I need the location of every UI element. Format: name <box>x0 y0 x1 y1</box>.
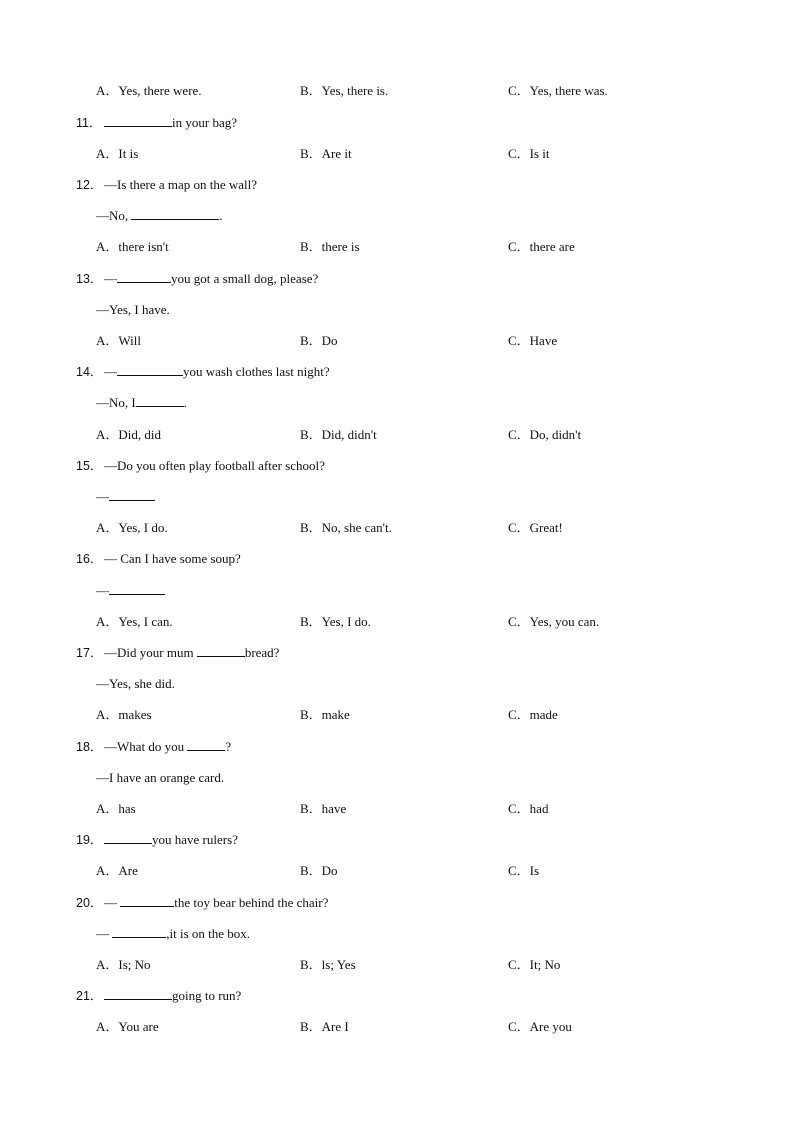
stem-pre: — <box>104 271 117 286</box>
q19-options <box>0 861 794 881</box>
option-c: C．Do, didn't <box>508 427 582 442</box>
stem-text: — Can I have some soup? <box>104 551 241 566</box>
stem-post: . <box>183 395 187 410</box>
option-c: C．Have <box>508 333 558 348</box>
answer-blank <box>109 582 165 595</box>
option-c: C．Is <box>508 863 540 878</box>
q20-options <box>0 955 794 975</box>
option-a: A．Are <box>96 863 138 878</box>
question-number: 11． <box>76 116 102 130</box>
option-b: B．Are I <box>300 1019 349 1034</box>
stem-pre: —No, <box>96 208 132 223</box>
stem-pre: — <box>96 926 113 941</box>
option-c: C．made <box>508 707 558 722</box>
stem-pre: — <box>96 583 109 598</box>
q16-stem <box>0 549 794 569</box>
q12-answer-line <box>0 206 794 226</box>
q21-stem <box>0 986 794 1006</box>
answer-blank <box>136 394 184 407</box>
stem-post: ? <box>225 739 232 754</box>
option-b: B．there is <box>300 239 360 254</box>
answer-blank <box>117 270 171 283</box>
option-a: A．Yes, there were. <box>96 83 202 98</box>
stem-pre: — <box>104 364 117 379</box>
q14-stem <box>0 362 794 382</box>
stem-post: you have rulers? <box>152 832 238 847</box>
q15-answer-line <box>0 487 794 507</box>
answer-blank <box>131 207 219 220</box>
option-b: B．Yes, I do. <box>300 614 371 629</box>
option-b: B．ls; Yes <box>300 957 356 972</box>
question-number: 15． <box>76 459 103 473</box>
option-c: C．had <box>508 801 549 816</box>
option-c: C．Are you <box>508 1019 572 1034</box>
option-b: B．No, she can't. <box>300 520 392 535</box>
stem-text: —Do you often play football after school? <box>104 458 325 473</box>
q15-stem <box>0 456 794 476</box>
stem-text: —Is there a map on the wall? <box>104 177 258 192</box>
option-a: A．Did, did <box>96 427 162 442</box>
option-a: A．You are <box>96 1019 159 1034</box>
answer-blank <box>120 894 174 907</box>
q10-options <box>0 81 794 101</box>
answer-blank <box>112 925 166 938</box>
option-b: B．have <box>300 801 347 816</box>
q13-options <box>0 331 794 351</box>
q20-answer-line <box>0 924 794 944</box>
stem-text: —Yes, she did. <box>96 676 175 691</box>
question-number: 13． <box>76 272 103 286</box>
question-number: 20． <box>76 896 103 910</box>
question-number: 19． <box>76 833 103 847</box>
question-number: 14． <box>76 365 103 379</box>
q17-stem <box>0 643 794 663</box>
stem-text: —I have an orange card. <box>96 770 225 785</box>
answer-blank <box>187 738 225 751</box>
option-a: A．Yes, I do. <box>96 520 168 535</box>
option-a: A．It is <box>96 146 139 161</box>
option-a: A．Is; No <box>96 957 151 972</box>
stem-post: going to run? <box>172 988 242 1003</box>
option-a: A．has <box>96 801 136 816</box>
answer-blank <box>104 114 172 127</box>
stem-text: —Yes, I have. <box>96 302 170 317</box>
stem-post: the toy bear behind the chair? <box>174 895 329 910</box>
answer-blank <box>104 831 152 844</box>
q16-options <box>0 612 794 632</box>
q21-options <box>0 1017 794 1037</box>
q19-stem <box>0 830 794 850</box>
stem-pre: —What do you <box>104 739 188 754</box>
option-c: C．Great! <box>508 520 563 535</box>
stem-pre: —Did your mum <box>104 645 197 660</box>
stem-post: ,it is on the box. <box>166 926 251 941</box>
stem-post: you got a small dog, please? <box>171 271 319 286</box>
option-c: C．It; No <box>508 957 561 972</box>
q18-answer-line <box>0 768 794 788</box>
q11-options <box>0 144 794 164</box>
q12-stem <box>0 175 794 195</box>
question-number: 16． <box>76 552 103 566</box>
stem-post: . <box>219 208 223 223</box>
stem-post: in your bag? <box>172 115 237 130</box>
answer-blank <box>109 488 155 501</box>
stem-pre: —No, I <box>96 395 136 410</box>
option-c: C．Yes, you can. <box>508 614 600 629</box>
option-b: B．Do <box>300 333 338 348</box>
option-c: C．there are <box>508 239 575 254</box>
q13-stem <box>0 269 794 289</box>
option-c: C．Is it <box>508 146 550 161</box>
question-number: 12． <box>76 178 103 192</box>
option-b: B．Yes, there is. <box>300 83 389 98</box>
q14-options <box>0 425 794 445</box>
answer-blank <box>104 987 172 1000</box>
q20-stem <box>0 893 794 913</box>
question-number: 18． <box>76 740 103 754</box>
option-a: A．Yes, I can. <box>96 614 173 629</box>
stem-post: you wash clothes last night? <box>183 364 330 379</box>
option-b: B．Are it <box>300 146 352 161</box>
q17-answer-line <box>0 674 794 694</box>
option-c: C．Yes, there was. <box>508 83 608 98</box>
answer-blank <box>197 644 245 657</box>
option-b: B．Did, didn't <box>300 427 377 442</box>
option-b: B．Do <box>300 863 338 878</box>
option-b: B．make <box>300 707 350 722</box>
q14-answer-line <box>0 393 794 413</box>
q12-options <box>0 237 794 257</box>
question-number: 21． <box>76 989 103 1003</box>
question-number: 17． <box>76 646 103 660</box>
stem-post: bread? <box>244 645 280 660</box>
stem-pre: — <box>96 489 109 504</box>
q16-answer-line <box>0 581 794 601</box>
q13-answer-line <box>0 300 794 320</box>
option-a: A．makes <box>96 707 152 722</box>
q18-options <box>0 799 794 819</box>
option-a: A．there isn't <box>96 239 169 254</box>
q18-stem <box>0 737 794 757</box>
q17-options <box>0 705 794 725</box>
option-a: A．Will <box>96 333 141 348</box>
q15-options <box>0 518 794 538</box>
answer-blank <box>117 363 183 376</box>
stem-pre: — <box>104 895 121 910</box>
q11-stem <box>0 113 794 133</box>
